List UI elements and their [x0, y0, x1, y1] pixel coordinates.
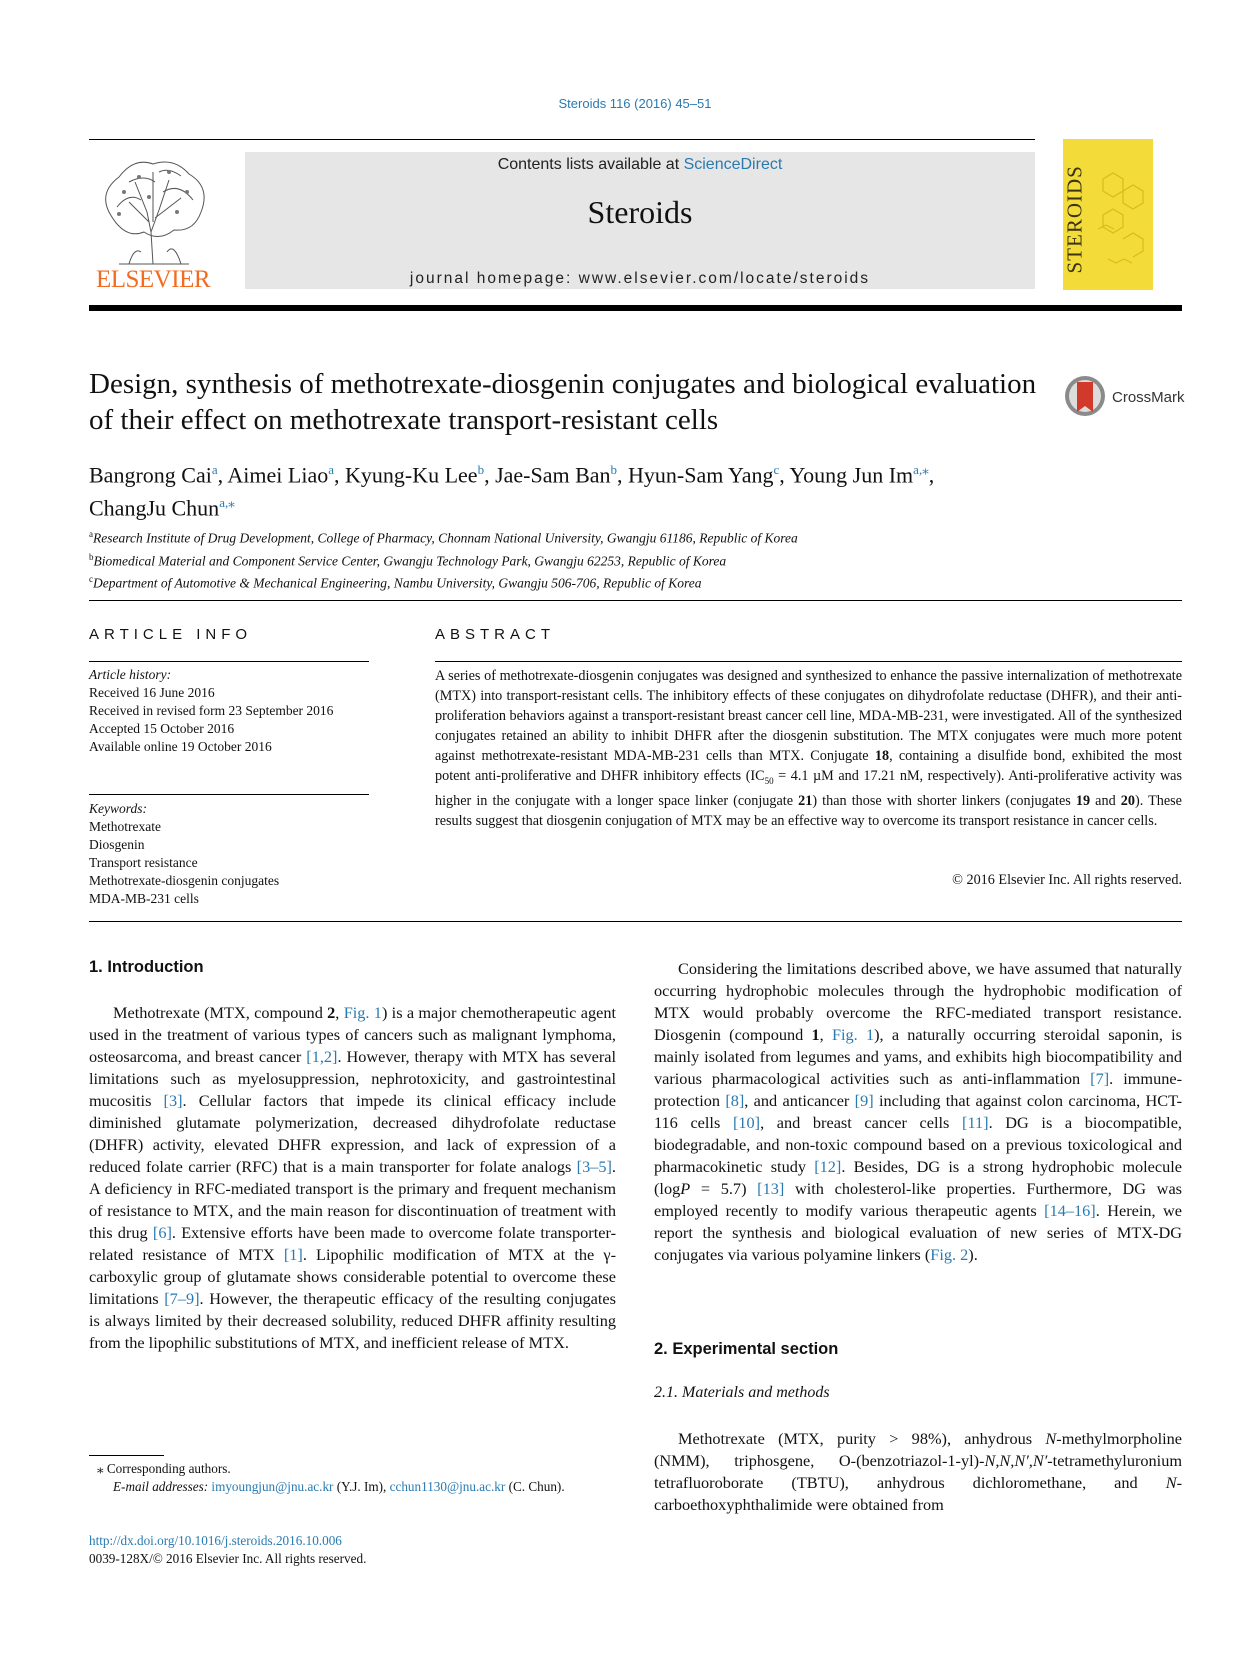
- materials-paragraph: Methotrexate (MTX, purity > 98%), anhydrous N-methylmorpholine (NMM), triphosgene, O-(benzotriazol-1-yl)-N,N,N′,N′-tetramethyluronium tetrafluoroborate (TBTU), anhydrous dichloromethane, and N-carboethoxyphthalimide were obtained from: [654, 1429, 1182, 1514]
- fig1-link[interactable]: Fig. 1: [831, 1025, 875, 1044]
- journal-cover-image: [1063, 139, 1153, 290]
- history-label: Article history:: [89, 667, 172, 682]
- article-info-heading: ARTICLE INFO: [89, 626, 253, 643]
- journal-citation-link[interactable]: Steroids 116 (2016) 45–51: [558, 96, 712, 111]
- keyword-item: Diosgenin: [89, 837, 145, 852]
- affiliation-mark: b: [89, 551, 94, 562]
- reference-link[interactable]: [1,2]: [306, 1047, 338, 1066]
- author-name: ChangJu Chun: [89, 495, 220, 521]
- history-item: Accepted 15 October 2016: [89, 721, 235, 736]
- abstract-rule: [435, 661, 1182, 662]
- affiliation-text: Department of Automotive & Mechanical Engineering, Nambu University, Gwangju 506-706, Republic of Korea: [93, 575, 702, 591]
- email-note: E-mail addresses: imyoungjun@jnu.ac.kr (Y.J. Im), cchun1130@jnu.ac.kr (C. Chun).: [113, 1479, 565, 1494]
- sciencedirect-link[interactable]: ScienceDirect: [683, 156, 783, 173]
- reference-link[interactable]: [11]: [962, 1113, 989, 1132]
- author-list: Bangrong Cai$^a$, Aimei Liao$^a$, Kyung-Ku Lee$^b$, Jae-Sam Ban$^b$, Hyun-Sam Yang$^c$, Young Jun $Im^{a,⁎}$, ChangJu Chun$^{a,⁎}$: [89, 462, 935, 521]
- history-item: Received 16 June 2016: [89, 685, 215, 700]
- issn-line: 0039-128X/© 2016 Elsevier Inc. All rights reserved.: [89, 1551, 367, 1566]
- abstract-text: A series of methotrexate-diosgenin conjugates was designed and synthesized to enhance the passive internalization of methotrexate (MTX) into transport-resistant cells. The inhibitory effects of these conjugates on dihydrofolate reductase (DHFR), and their anti-proliferation behaviors against a transport-resistant breast cancer cell line, MDA-MB-231, were investigated. All of the synthesized conjugates retained an ability to inhibit DHFR after the diosgenin substitution. The MTX conjugates were much more potent against methotrexate-resistant MDA-MB-231 cells than MTX. Conjugate 18, containing a disulfide bond, exhibited the most potent anti-proliferative and DHFR inhibitory effects ($IC_{50} = 4.1$ µM and 17.21 nM, respectively). Anti-proliferative activity was higher in the conjugate with a longer space linker (conjugate 21) than those with shorter linkers (conjugates 19 and 20). These results suggest that diosgenin conjugation of MTX may be an effective way to overcome its transport resistance in cancer cells.: [435, 668, 1183, 829]
- affiliation-text: Research Institute of Drug Development, College of Pharmacy, Chonnam National University, Gwangju 61186, Republic of Korea: [93, 530, 798, 546]
- journal-homepage[interactable]: journal homepage: www.elsevier.com/locate/steroids: [409, 270, 871, 287]
- introduction-paragraph: Methotrexate (MTX, compound 2, Fig. 1) is a major chemotherapeutic agent used in the treatment of various types of cancers such as malignant lymphoma, osteosarcoma, and breast cancer [1,2]. However, therapy with MTX has several limitations such as myelosuppression, nephrotoxicity, and gastrointestinal mucositis [3]. Cellular factors that impede its clinical efficacy include diminished glutamate polymerization, decreased dihydrofolate reductase (DHFR) activity, elevated DHFR expression, and lack of expression of a reduced folate carrier (RFC) that is a main transporter for folate analogs [3–5]. A deficiency in RFC-mediated transport is the primary and frequent mechanism of resistance to MTX, and the main reason for discontinuation of treatment with this drug [6]. Extensive efforts have been made to overcome folate transporter-related resistance of MTX [1]. Lipophilic modification of MTX at the γ-carboxylic group of glutamate shows considerable potential to overcome these limitations [7–9]. However, the therapeutic efficacy of the resulting conjugates is always limited by their decreased solubility, reduced DHFR affinity resulting from the lipophilic substitutions of MTX, and inefficient release of MTX.: [89, 1003, 616, 1352]
- cover-title: STEROIDS: [1063, 165, 1087, 274]
- author-affiliation-mark[interactable]: b: [477, 462, 485, 477]
- reference-link[interactable]: [3]: [163, 1091, 183, 1110]
- author-affiliation-mark[interactable]: c: [773, 462, 780, 477]
- article-info-rule: [89, 661, 369, 662]
- affiliation-item: [89, 525, 1189, 548]
- author-affiliation-mark[interactable]: a: [211, 462, 218, 477]
- section-rule: [89, 600, 1182, 601]
- author-name: Jae-Sam Ban: [495, 462, 611, 488]
- page-footer: [89, 1532, 619, 1568]
- contents-prefix: Contents lists available at: [497, 156, 684, 173]
- affiliation-item: [89, 570, 1189, 593]
- reference-link[interactable]: [8]: [725, 1091, 745, 1110]
- contents-line: [245, 156, 1035, 174]
- reference-link[interactable]: [7]: [1090, 1069, 1110, 1088]
- author-name: Young Jun Im: [789, 462, 914, 488]
- author-affiliation-mark[interactable]: b: [610, 462, 618, 477]
- reference-link[interactable]: [9]: [854, 1091, 874, 1110]
- author-name: Bangrong Cai: [89, 462, 212, 488]
- reference-link[interactable]: [6]: [152, 1223, 172, 1242]
- crossmark-label[interactable]: CrossMark: [1112, 389, 1185, 406]
- reference-link[interactable]: [10]: [732, 1113, 761, 1132]
- journal-name: Steroids: [587, 194, 693, 230]
- history-item: Available online 19 October 2016: [89, 739, 272, 754]
- email-link[interactable]: cchun1130@jnu.ac.kr: [389, 1479, 506, 1494]
- keyword-item: Transport resistance: [89, 855, 198, 870]
- reference-link[interactable]: [7–9]: [164, 1289, 200, 1308]
- email-link[interactable]: imyoungjun@jnu.ac.kr: [211, 1479, 334, 1494]
- right-column-paragraph: Considering the limitations described above, we have assumed that naturally occurring hydrophobic molecules through the hydrophobic modification of MTX would probably overcome the RFC-mediated transport resistance. Diosgenin (compound 1, Fig. 1), a naturally occurring steroidal saponin, is mainly isolated from legumes and yams, and exhibits high biocompatibility and various pharmacological activities such as anti-inflammation [7]. immune-protection [8], and anticancer [9] including that against colon carcinoma, HCT-116 cells [10], and breast cancer cells [11]. DG is a biocompatible, biodegradable, and non-toxic compound based on a previous toxicological and pharmacokinetic study [12]. Besides, DG is a strong hydrophobic molecule (logP = 5.7) [13] with cholesterol-like properties. Furthermore, DG was employed recently to modify various therapeutic agents [14–16]. Herein, we report the synthesis and biological evaluation of new series of MTX-DG conjugates via various polyamine linkers (Fig. 2).: [654, 959, 1183, 1264]
- materials-heading: 2.1. Materials and methods: [654, 1384, 830, 1401]
- author-name: Aimei Liao: [227, 462, 329, 488]
- author-name: Kyung-Ku Lee: [345, 462, 478, 488]
- keyword-item: Methotrexate-diosgenin conjugates: [89, 873, 280, 888]
- fig2-link[interactable]: Fig. 2: [930, 1245, 969, 1264]
- affiliation-item: [89, 548, 1189, 571]
- keyword-item: MDA-MB-231 cells: [89, 891, 199, 906]
- author-affiliation-mark[interactable]: a,⁎: [219, 495, 235, 511]
- keyword-item: Methotrexate: [89, 819, 161, 834]
- keywords-rule: [89, 794, 369, 795]
- affiliation-text: Biomedical Material and Component Service Center, Gwangju Technology Park, Gwangju 62253, Republic of Korea: [93, 553, 727, 568]
- author-affiliation-mark[interactable]: a: [328, 462, 334, 477]
- introduction-heading: 1. Introduction: [89, 958, 204, 976]
- corresponding-note: ⁎ Corresponding authors.: [97, 1461, 231, 1476]
- abstract-copyright: © 2016 Elsevier Inc. All rights reserved.: [952, 872, 1182, 888]
- footnote: [89, 1460, 619, 1496]
- history-item: Received in revised form 23 September 2016: [89, 703, 334, 718]
- reference-link[interactable]: [14–16]: [1044, 1201, 1096, 1220]
- section-rule: [89, 921, 1182, 922]
- affiliation-mark: a: [89, 529, 93, 539]
- footnote-rule: [89, 1455, 164, 1456]
- reference-link[interactable]: [12]: [814, 1157, 842, 1176]
- doi-link[interactable]: http://dx.doi.org/10.1016/j.steroids.2016.10.006: [89, 1533, 342, 1548]
- keywords-label: Keywords:: [89, 801, 147, 816]
- author-name: Hyun-Sam Yang: [628, 462, 774, 488]
- fig1-link[interactable]: Fig. 1: [343, 1003, 382, 1022]
- top-rule: [89, 139, 1035, 140]
- journal-masthead: [245, 152, 1035, 289]
- experimental-heading: 2. Experimental section: [654, 1340, 839, 1358]
- article-title: Design, synthesis of methotrexate-diosgenin conjugates and biological evaluation of their effect on methotrexate transport-resistant cells: [89, 368, 1037, 436]
- affiliations: [89, 525, 1189, 593]
- publisher-wordmark: ELSEVIER: [95, 266, 211, 293]
- abstract-heading: ABSTRACT: [435, 626, 556, 643]
- reference-link[interactable]: [3–5]: [576, 1157, 612, 1176]
- header-thick-rule: [89, 305, 1182, 311]
- reference-link[interactable]: [1]: [283, 1245, 303, 1264]
- affiliation-mark: c: [89, 574, 93, 584]
- reference-link[interactable]: [13]: [757, 1179, 785, 1198]
- article-info: [89, 666, 369, 756]
- author-affiliation-mark[interactable]: a,⁎: [913, 462, 929, 477]
- keywords: [89, 800, 369, 908]
